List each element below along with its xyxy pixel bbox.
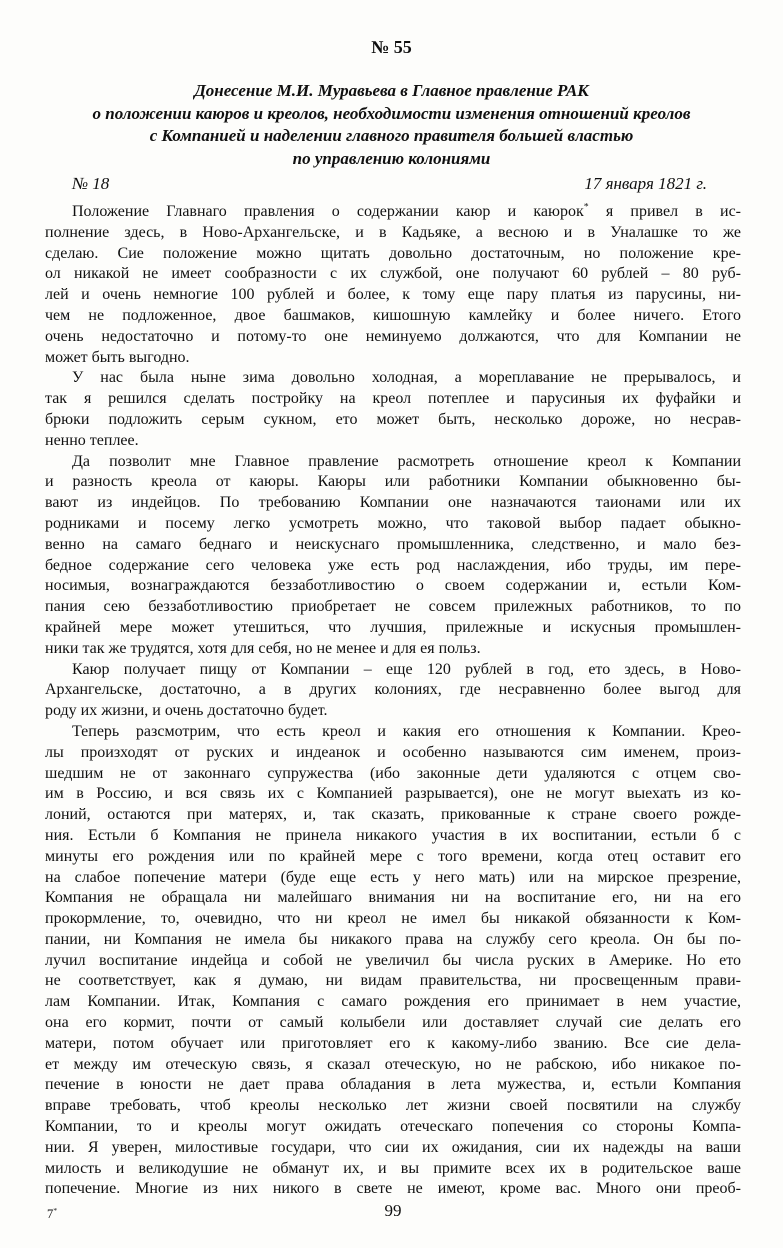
- text-line: вают из индейцов. По требованию Компании оне назначаются таионами или их: [45, 494, 741, 512]
- text-line: нии. Я уверен, милостивые государи, что сии их ожидания, сии их надежды на ваши: [45, 1138, 741, 1156]
- text-line: им в Россию, и вся связь их с Компанией разрывается), оне не могут выехать из ко-: [45, 785, 741, 803]
- text-line: лучил воспитание индейца и собой не увеличил бы числа руских в Америке. Но ето: [45, 951, 741, 969]
- text-line: сделаю. Сие положение можно щитать довольно достаточным, но положение кре-: [45, 244, 741, 262]
- doc-title-line: Донесение М.И. Муравьева в Главное правление РАК: [194, 81, 589, 100]
- doc-number: № 55: [371, 37, 412, 57]
- page-number: 99: [384, 1201, 402, 1220]
- text-line: бедное содержание сего человека уже есть род наслаждения, ибо труды, им пере-: [45, 556, 741, 574]
- text-line: шедшим не от законнаго супружества (ибо законные дети удаляются с отцем сво-: [45, 764, 741, 782]
- text-line: крайней мере может утешиться, что лучшия, прилежные и искусныя промышлен-: [45, 618, 741, 636]
- paragraph: [45, 722, 741, 1200]
- ref-number: № 18: [72, 174, 110, 193]
- text-line: чем не подложенное, двое башмаков, кишошную камлейку и более ничего. Етого: [45, 306, 741, 324]
- paragraph: [45, 660, 741, 722]
- text-line: может быть выгодно.: [45, 348, 190, 366]
- meta-row: [72, 174, 707, 194]
- doc-title-line: по управлению колониями: [292, 148, 491, 168]
- text-line: милость и великодушие не обманут их, и вы примите всех их в родительское ваше: [45, 1159, 741, 1177]
- text-line: пании, ни Компания не имела бы никакого права на службу сего креола. Он бы по-: [45, 930, 741, 948]
- text-line: так я решился сделать постройку на креол потеплее и парусиныя их фуфайки и: [45, 390, 741, 408]
- text-line: брюки подложить серым сукном, ето может быть, несколько дороже, но несрав-: [45, 410, 741, 428]
- document-body: [45, 202, 741, 1200]
- text-line: лей и очень немногие 100 рублей и более, к тому еще пару платья из парусины, ни-: [45, 286, 741, 304]
- text-line: родниками и посему легко усмотреть можно, что таковой выбор падает обыкно-: [45, 514, 741, 532]
- text-line: Теперь разсмотрим, что есть креол и какия его отношения к Компании. Крео-: [72, 722, 741, 740]
- text-line: и разность креола от каюры. Каюры или работники Компании обыкновенно бы-: [45, 473, 741, 491]
- footnote-marker: *: [583, 201, 589, 213]
- doc-title-line: о положении каюров и креолов, необходимости изменения отношений креолов: [92, 103, 691, 123]
- text-line: Каюр получает пищу от Компании – еще 120 рублей в год, ето здесь, в Ново-: [72, 660, 741, 678]
- page-footer: [45, 1201, 741, 1227]
- text-line: минуты его рождения или по крайней мере с того времени, когда отец оставит его: [45, 847, 741, 865]
- doc-title-line: с Компанией и наделении главного правителя большей властью: [149, 126, 634, 145]
- text-line: ния. Естьли б Компания не принела никакого участия в их воспитании, естьли б с: [45, 826, 741, 844]
- text-line: ники так же трудятся, хотя для себя, но не менее и для ея польз.: [45, 639, 481, 657]
- doc-title: [0, 80, 783, 170]
- text-line: лы произходят от руских и индеанок и особенно называются сим именем, произ-: [45, 743, 741, 761]
- text-line: Да позволит мне Главное правление расмотреть отношение креол к Компании: [72, 452, 741, 470]
- text-line: носимыя, вознаграждаются беззаботливостию о своем содержании и, естьли Ком-: [45, 577, 741, 595]
- text-line: ет между им отеческую связь, я сказал отеческую, но не рабскою, ибо никакое по-: [45, 1055, 741, 1073]
- text-line: вправе требовать, чтоб креолы несколько лет жизни своей посвятили на службу: [45, 1097, 741, 1115]
- text-line: на слабое попечение матери (буде еще есть у него мать) или на мирское презрение,: [45, 868, 741, 886]
- text-line: лоний, остаются при матерях, и, так сказать, прикованные к стране своего рожде-: [45, 806, 741, 824]
- text-line: венно на самаго беднаго и неискуснаго промышленника, следственно, и мало без-: [45, 535, 741, 553]
- text-line: роду их жизни, и очень достаточно будет.: [45, 702, 328, 720]
- text-line: ненно теплее.: [45, 431, 139, 449]
- text-line: пания сею беззаботливостию приобретает не совсем прилежных работников, то по: [45, 598, 741, 616]
- paragraph: [45, 368, 741, 451]
- text-line: попечение. Многие из них никого в свете не имеют, кроме вас. Много они преоб-: [45, 1180, 741, 1198]
- text-line: матери, потом обучает или приготовляет его к какому-либо званию. Все сие дела-: [45, 1034, 741, 1052]
- text-line: прокормление, то, очевидно, что ни креол не имел бы никакой обязанности к Ком-: [45, 910, 741, 928]
- text-line: очень недостаточно и потому-то оне неминуемо должаются, что для Компании не: [45, 327, 741, 345]
- text-line: лам Компании. Итак, Компания с самаго рождения его принимает в нем участие,: [45, 993, 741, 1011]
- footnote-marker: *: [53, 1205, 58, 1215]
- text-line: не соответствует, как я думаю, ни видам правительства, ни просвещенным прави-: [45, 972, 741, 990]
- doc-date: 17 января 1821 г.: [584, 174, 707, 193]
- text-line: У нас была ныне зима довольно холодная, а мореплавание не прерывалось, и: [72, 369, 741, 387]
- text-line: Положение Главнаго правления о содержании каюр и каюрок* я привел в ис-: [72, 201, 742, 220]
- text-line: ол никакой не имеет сообразности с их службой, оне получают 60 рублей – 80 руб-: [45, 265, 741, 283]
- text-line: Архангельске, достаточно, а в других колониях, где несравненно более выгод для: [45, 681, 741, 699]
- text-line: Компании, то и креолы могут ожидать отеческаго попечения со стороны Компа-: [45, 1118, 741, 1136]
- text-line: полнение здесь, в Ново-Архангельске, и в Кадьяке, а весною и в Уналашке то же: [45, 223, 741, 241]
- paragraph: [45, 202, 741, 368]
- text-line: Компания не обращала ни малейшаго внимания ни на воспитание его, ни на его: [45, 889, 741, 907]
- text-line: она его кормит, почти от самый колыбели или доставляет случай сие делать его: [45, 1014, 741, 1032]
- paragraph: [45, 452, 741, 660]
- text-line: печение в юности не дает права обладания в лета мужества, и, естьли Компания: [45, 1076, 741, 1094]
- printer-mark: 7*: [47, 1205, 58, 1221]
